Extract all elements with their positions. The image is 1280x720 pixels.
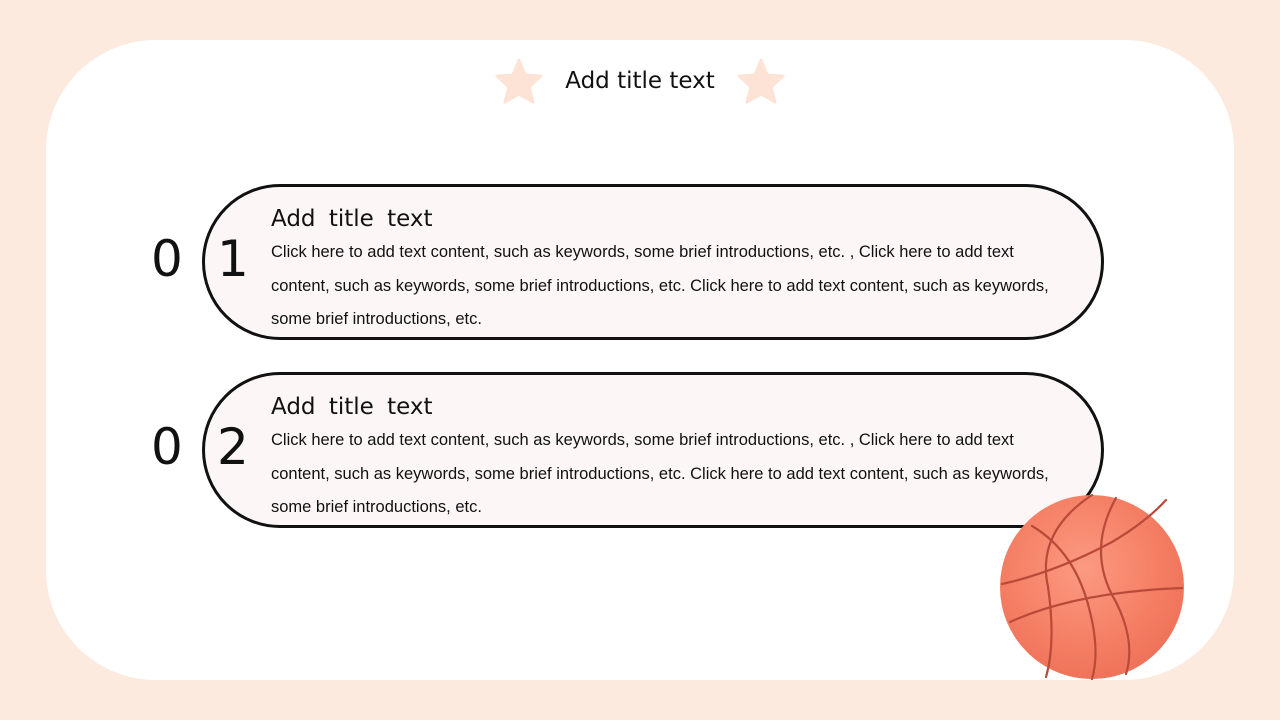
star-icon bbox=[737, 58, 785, 104]
item-title[interactable]: Add title text bbox=[271, 394, 433, 420]
list-item bbox=[145, 184, 1105, 340]
item-number-first-digit[interactable]: 0 bbox=[151, 230, 183, 288]
item-number-first-digit[interactable]: 0 bbox=[151, 418, 183, 476]
item-number-second-digit[interactable]: 1 bbox=[217, 230, 249, 288]
item-body-text[interactable]: Click here to add text content, such as keywords, some brief introductions, etc. , Click here to add text content, such as keywords, some brief introductions, etc. Click here to add text content, such as keywords, some brief introductions, etc. bbox=[271, 243, 1049, 328]
slide-title[interactable]: Add title text bbox=[565, 68, 715, 94]
basketball-icon bbox=[996, 492, 1188, 682]
list-item bbox=[145, 372, 1105, 528]
slide-header bbox=[0, 58, 1280, 104]
star-icon bbox=[495, 58, 543, 104]
item-number-second-digit[interactable]: 2 bbox=[217, 418, 249, 476]
item-title[interactable]: Add title text bbox=[271, 206, 433, 232]
item-body-text[interactable]: Click here to add text content, such as keywords, some brief introductions, etc. , Click here to add text content, such as keywords, some brief introductions, etc. Click here to add text content, such as keywords, some brief introductions, etc. bbox=[271, 431, 1049, 516]
